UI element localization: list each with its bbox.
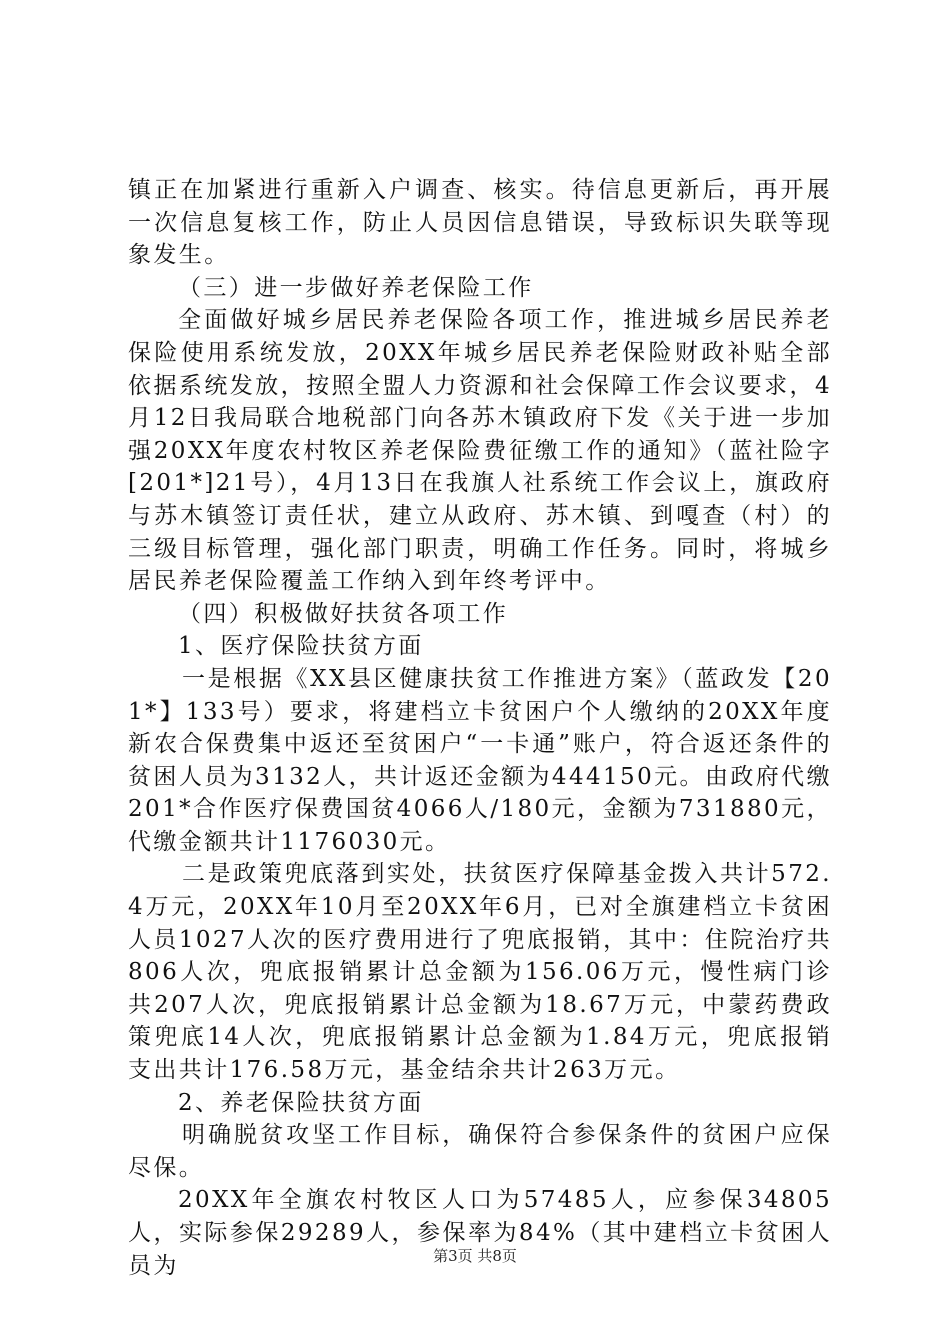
paragraph-continuation: 镇正在加紧进行重新入户调查、核实。待信息更新后，再开展一次信息复核工作，防止人员因信息错误，导致标识失联等现象发生。 xyxy=(128,177,832,269)
page-number-footer: 第3页 共8页 xyxy=(433,1247,517,1265)
section-heading-4: （四）积极做好扶贫各项工作 xyxy=(178,600,509,627)
paragraph-pension-work: 全面做好城乡居民养老保险各项工作，推进城乡居民养老保险使用系统发放，20XX年城乡居民养老保险财政补贴全部依据系统发放，按照全盟人力资源和社会保障工作会议要求，4月12日我局联合地税部门向各苏木镇政府下发《关于进一步加强20XX年度农村牧区养老保险费征缴工作的通知》（蓝社险字[201*]21号），4月13日在我旗人社系统工作会议上，旗政府与苏木镇签订责任状，建立从政府、苏木镇、到嘎查（村）的三级目标管理，强化部门职责，明确工作任务。同时，将城乡居民养老保险覆盖工作纳入到年终考评中。 xyxy=(128,307,832,595)
paragraph-pension-goal: 明确脱贫攻坚工作目标，确保符合参保条件的贫困户应保尽保。 xyxy=(128,1122,832,1181)
section-heading-3: （三）进一步做好养老保险工作 xyxy=(178,274,534,301)
subheading-pension-poverty: 2、养老保险扶贫方面 xyxy=(178,1089,424,1116)
paragraph-medical-second: 二是政策兜底落到实处，扶贫医疗保障基金拨入共计572.4万元，20XX年10月至20XX年6月，已对全旗建档立卡贫困人员1027人次的医疗费用进行了兜底报销，其中：住院治疗共806人次，兜底报销累计总金额为156.06万元，慢性病门诊共207人次，兜底报销累计总金额为18.67万元，中蒙药费政策兜底14人次，兜底报销累计总金额为1.84万元，兜底报销支出共计176.58万元，基金结余共计263万元。 xyxy=(128,861,832,1084)
subheading-medical-insurance: 1、医疗保险扶贫方面 xyxy=(178,633,424,660)
document-body xyxy=(128,174,832,1282)
paragraph-medical-first: 一是根据《XX县区健康扶贫工作推进方案》（蓝政发【201*】133号）要求，将建档立卡贫困户个人缴纳的20XX年度新农合保费集中返还至贫困户“一卡通”账户，符合返还条件的贫困人员为3132人，共计返还金额为444150元。由政府代缴201*合作医疗保费国贫4066人/180元，金额为731880元，代缴金额共计1176030元。 xyxy=(128,665,832,855)
paragraph-pension-stats: 20XX年全旗农村牧区人口为57485人，应参保34805人，实际参保29289人，参保率为84%（其中建档立卡贫困人员为 xyxy=(128,1187,832,1279)
